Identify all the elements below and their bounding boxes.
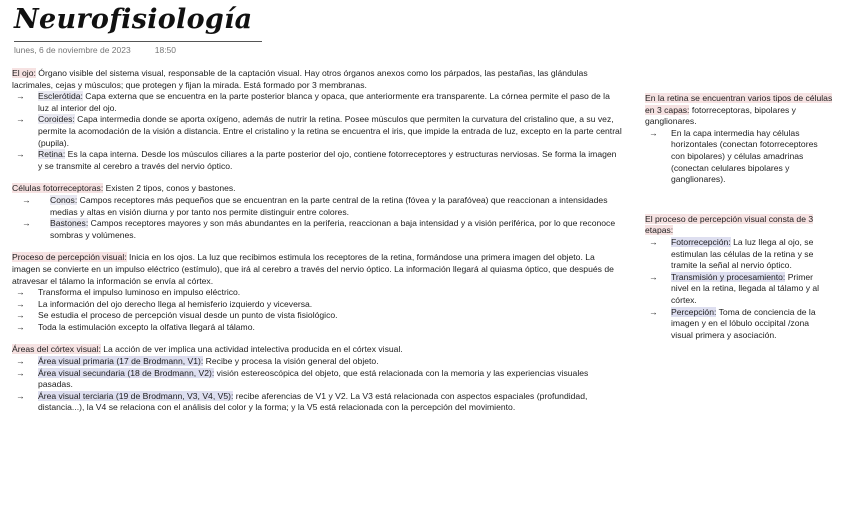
side-notes: [645, 93, 833, 341]
section-heading: Proceso de percepción visual:: [12, 252, 127, 263]
item-term: Esclerótida:: [38, 91, 83, 102]
side-retina: [645, 93, 833, 186]
section-areas: [12, 344, 622, 414]
section-intro: fotorreceptoras, bipolares y ganglionares.: [645, 104, 796, 127]
section-intro: Existen 2 tipos, conos y bastones.: [103, 183, 236, 194]
list-item: [645, 128, 833, 186]
arrow-icon: →: [649, 306, 658, 317]
item-term: Área visual terciaria (19 de Brodmann, V3, V4, V5):: [38, 390, 234, 401]
arrow-icon: →: [649, 236, 658, 247]
paragraph: [12, 252, 622, 287]
section-heading: En la retina se encuentran varios tipos de células en 3 capas:: [645, 93, 833, 115]
list-item: [12, 149, 622, 172]
arrow-icon: →: [16, 321, 25, 332]
arrow-icon: →: [16, 149, 25, 160]
page-title: Neurofisiología: [14, 4, 253, 35]
item-text: Recibe y procesa la visión general del objeto.: [203, 356, 379, 367]
item-term: Conos:: [50, 194, 78, 205]
list-item: [12, 322, 622, 334]
list-item: [12, 368, 622, 391]
section-ojo: [12, 68, 622, 172]
item-text: visión estereoscópica del objeto, que está relacionada con la memoria y las experiencias visuales pasadas.: [38, 367, 589, 390]
item-text: Se estudia el proceso de percepción visual desde un punto de vista fisiológico.: [38, 310, 338, 321]
section-heading: El proceso de percepción visual consta de 3 etapas:: [645, 213, 814, 236]
item-term: Área visual secundaria (18 de Brodmann, V2):: [38, 367, 215, 378]
item-text: Toda la estimulación excepto la olfativa llegará al tálamo.: [38, 321, 255, 332]
arrow-icon: →: [16, 287, 25, 298]
page-time: 18:50: [154, 45, 177, 55]
item-text: Primer nivel en la retina, llegada al tálamo y al córtex.: [671, 271, 820, 305]
arrow-icon: →: [16, 390, 25, 401]
arrow-icon: →: [16, 310, 25, 321]
page-meta: [14, 45, 176, 55]
arrow-icon: →: [22, 194, 31, 205]
item-text: Toma de conciencia de la imagen y en el lóbulo occipital /zona visual primera y asociación.: [671, 306, 816, 340]
item-text: recibe aferencias de V1 y V2. La V3 está relacionada con aspectos espaciales (profundidad, distancia...), la V4 se relaciona con el análisis del color y la forma; y la V5 está relacionada con la percepción del movimiento.: [38, 390, 588, 413]
list-item: [12, 195, 622, 218]
title-divider: [14, 41, 262, 42]
section-intro: Órgano visible del sistema visual, responsable de la captación visual. Hay otros órganos anexos como los párpados, las pestañas, las glándulas lacrimales, cejas y músculos; que protegen y fijan la mirada. Está formado por 3 membranas.: [12, 68, 588, 90]
item-text: Campos receptores mayores y son más abundantes en la periferia, reaccionan a baja intensidad y a visión periférica, por lo que reconoce sombras y volúmenes.: [50, 218, 616, 240]
item-text: Capa intermedia donde se aporta oxígeno, además de nutrir la retina. Posee músculos que permiten la curvatura del cristalino que, a su vez, permite la acomodación de la visión a distancia. Entre el cristalino y la retina se encuentra el iris, que impide la entrada de luz, excepto en la parte central (pupila).: [38, 114, 622, 148]
item-text: Capa externa que se encuentra en la parte posterior blanca y opaca, que anteriormente era transparente. La córnea permite el paso de la luz al interior del ojo.: [38, 91, 610, 113]
list-item: [645, 307, 833, 342]
section-heading: Células fotorreceptoras:: [12, 183, 104, 194]
item-term: Transmisión y procesamiento:: [671, 271, 786, 282]
arrow-icon: →: [649, 271, 658, 282]
side-proceso: [645, 214, 833, 342]
arrow-icon: →: [16, 298, 25, 309]
item-text: Campos receptores más pequeños que se encuentran en la parte central de la retina (fóvea y la parafóvea) que reaccionan a intensidades medias y altas en visión diurna y por tanto nos permite distinguir entre colores.: [50, 194, 608, 217]
main-notes: [12, 68, 622, 425]
list-item: [12, 310, 622, 322]
section-intro: La acción de ver implica una actividad intelectiva producida en el córtex visual.: [100, 344, 403, 355]
arrow-icon: →: [16, 367, 25, 378]
section-celulas: [12, 183, 622, 241]
item-term: Retina:: [38, 149, 66, 160]
item-term: Coroides:: [38, 114, 75, 125]
paragraph: [12, 183, 622, 195]
paragraph: [645, 93, 833, 128]
arrow-icon: →: [16, 356, 25, 367]
page-date: lunes, 6 de noviembre de 2023: [14, 45, 131, 55]
arrow-icon: →: [649, 127, 658, 138]
section-heading: El ojo:: [12, 68, 36, 78]
arrow-icon: →: [22, 218, 31, 229]
list-item: [12, 299, 622, 311]
item-term: Fotorrecepción:: [671, 236, 731, 247]
list-item: [12, 287, 622, 299]
list-item: [12, 218, 622, 241]
list-item: [645, 237, 833, 272]
item-text: La luz llega al ojo, se estimulan las células de la retina y se tramite la señal al nervio óptico.: [671, 236, 814, 271]
item-text: La información del ojo derecho llega al hemisferio izquierdo y viceversa.: [38, 298, 313, 309]
list-item: [12, 391, 622, 414]
list-item: [12, 114, 622, 149]
item-text: Es la capa interna. Desde los músculos ciliares a la parte posterior del ojo, contiene fotorreceptores y estructuras nerviosas. Se forma la imagen y se transmite al cerebro a través del nervio óptico.: [38, 149, 617, 171]
section-heading: Áreas del córtex visual:: [12, 344, 101, 355]
arrow-icon: →: [16, 91, 25, 102]
item-text: En la capa intermedia hay células horizontales (conectan fotorreceptores con bipolares) y células amadrinas (conectan celulares bipolares y ganglionares).: [671, 127, 818, 185]
list-item: [12, 91, 622, 114]
item-term: Bastones:: [50, 218, 89, 229]
item-term: Percepción:: [671, 306, 717, 317]
paragraph: [12, 344, 622, 356]
item-term: Área visual primaria (17 de Brodmann, V1):: [38, 356, 204, 367]
list-item: [12, 356, 622, 368]
section-intro: Inicia en los ojos. La luz que recibimos estimula los receptores de la retina, formándose una primera imagen del objeto. La imagen se convierte en un impulso eléctrico (estímulo), que irá al cerebro a través del nervio óptico. La información llegará al quiasma óptico, que después de atravesar el tálamo la información se envía al córtex.: [12, 252, 614, 286]
paragraph: [12, 68, 622, 91]
paragraph: [645, 214, 833, 237]
section-proceso: [12, 252, 622, 333]
list-item: [645, 272, 833, 307]
item-text: Transforma el impulso luminoso en impulso eléctrico.: [38, 287, 241, 298]
arrow-icon: →: [16, 114, 25, 125]
